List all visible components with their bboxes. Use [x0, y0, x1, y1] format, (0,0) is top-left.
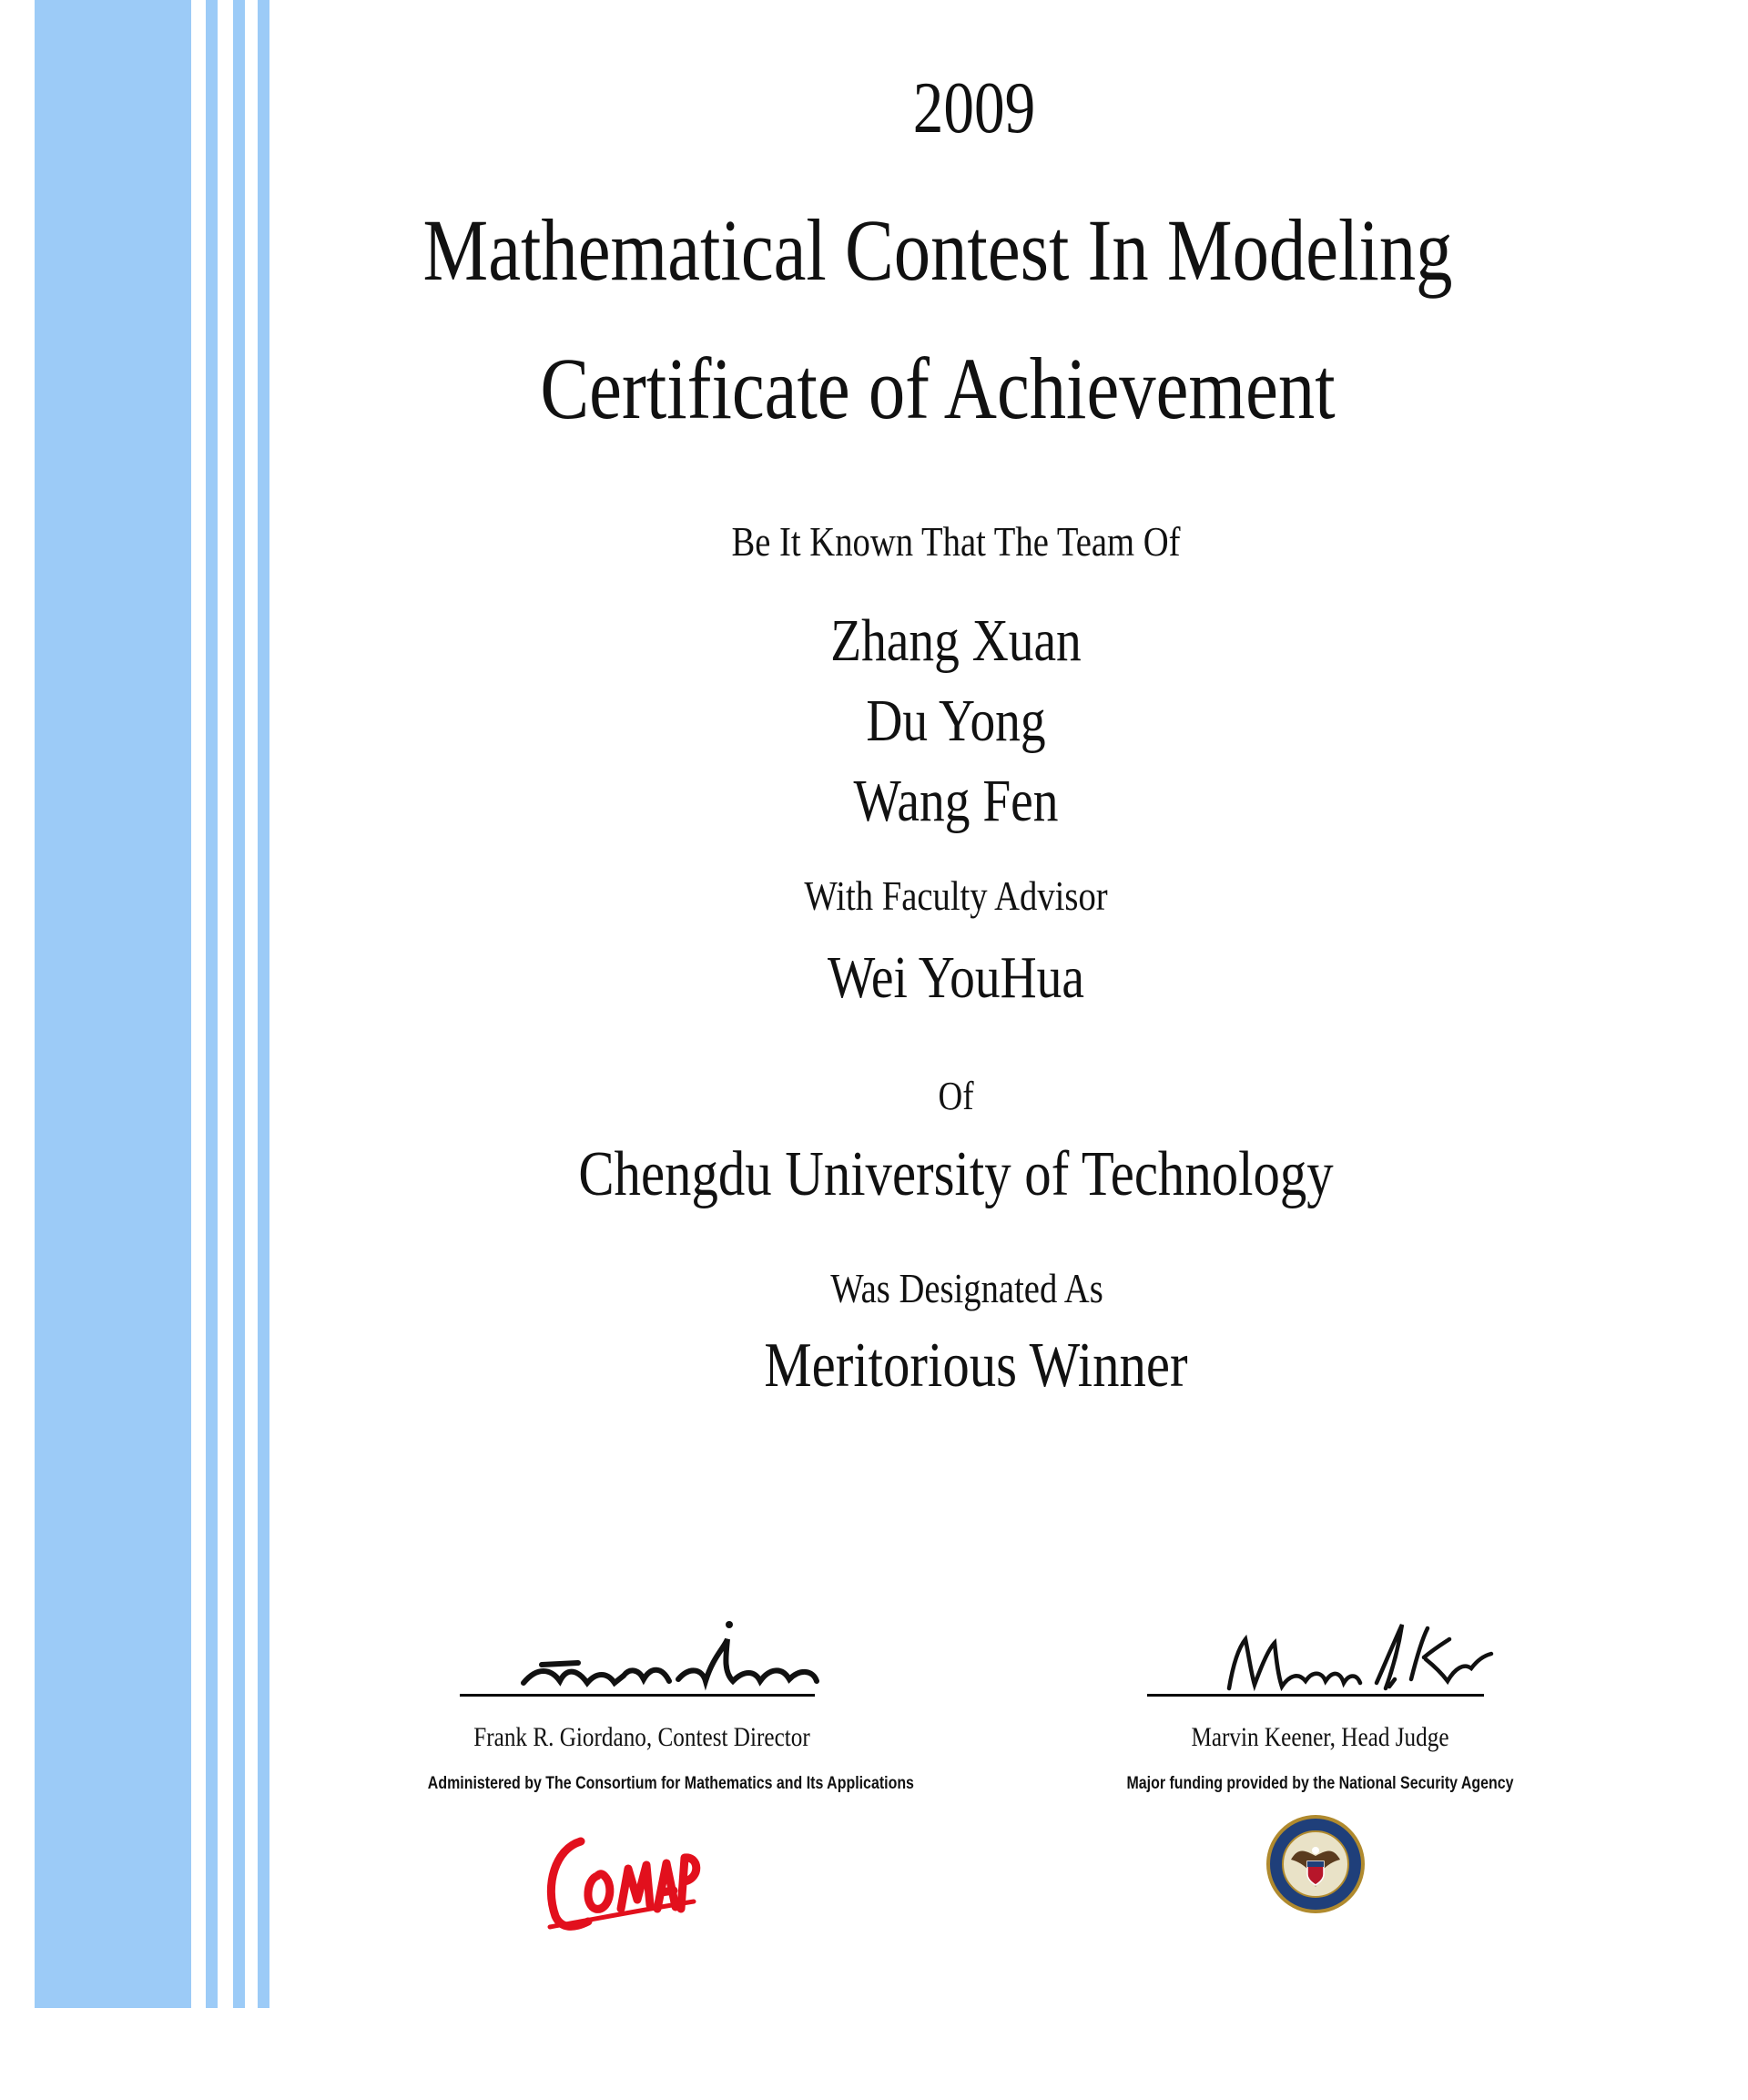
school-name: Chengdu University of Technology	[578, 1139, 1334, 1209]
contest-director-name: Frank R. Giordano, Contest Director	[473, 1722, 810, 1752]
advisor-label: With Faculty Advisor	[804, 872, 1108, 919]
team-member: Wang Fen	[853, 768, 1059, 834]
team-member: Zhang Xuan	[830, 607, 1082, 674]
team-members	[382, 601, 1530, 841]
advisor-name: Wei YouHua	[827, 944, 1085, 1011]
nsa-seal	[1265, 1814, 1366, 1914]
administration-credit: Administered by The Consortium for Mathematics and Its Applications	[427, 1774, 914, 1793]
keener-signature	[1138, 1612, 1502, 1694]
team-member: Du Yong	[866, 688, 1046, 754]
giordano-signature	[451, 1612, 833, 1694]
contest-name: Mathematical Contest In Modeling	[422, 201, 1453, 299]
award-title: Meritorious Winner	[764, 1330, 1188, 1401]
of-label: Of	[938, 1074, 974, 1118]
left-border-stripe	[206, 0, 218, 2008]
head-judge-name: Marvin Keener, Head Judge	[1191, 1722, 1449, 1752]
intro-text: Be It Known That The Team Of	[731, 518, 1181, 565]
left-border-stripe	[258, 0, 269, 2008]
left-border-stripe	[233, 0, 245, 2008]
signature-line	[460, 1694, 815, 1697]
head-judge-signature-block	[1065, 1612, 1575, 1795]
funding-credit: Major funding provided by the National Security Agency	[1126, 1774, 1514, 1793]
comap-logo	[537, 1821, 701, 1940]
certificate-year: 2009	[912, 68, 1036, 148]
certificate-title: Certificate of Achievement	[540, 340, 1336, 437]
designated-label: Was Designated As	[830, 1265, 1103, 1311]
left-border-wide-stripe	[35, 0, 191, 2008]
contest-director-signature-block	[387, 1612, 914, 1795]
signature-line	[1147, 1694, 1484, 1697]
